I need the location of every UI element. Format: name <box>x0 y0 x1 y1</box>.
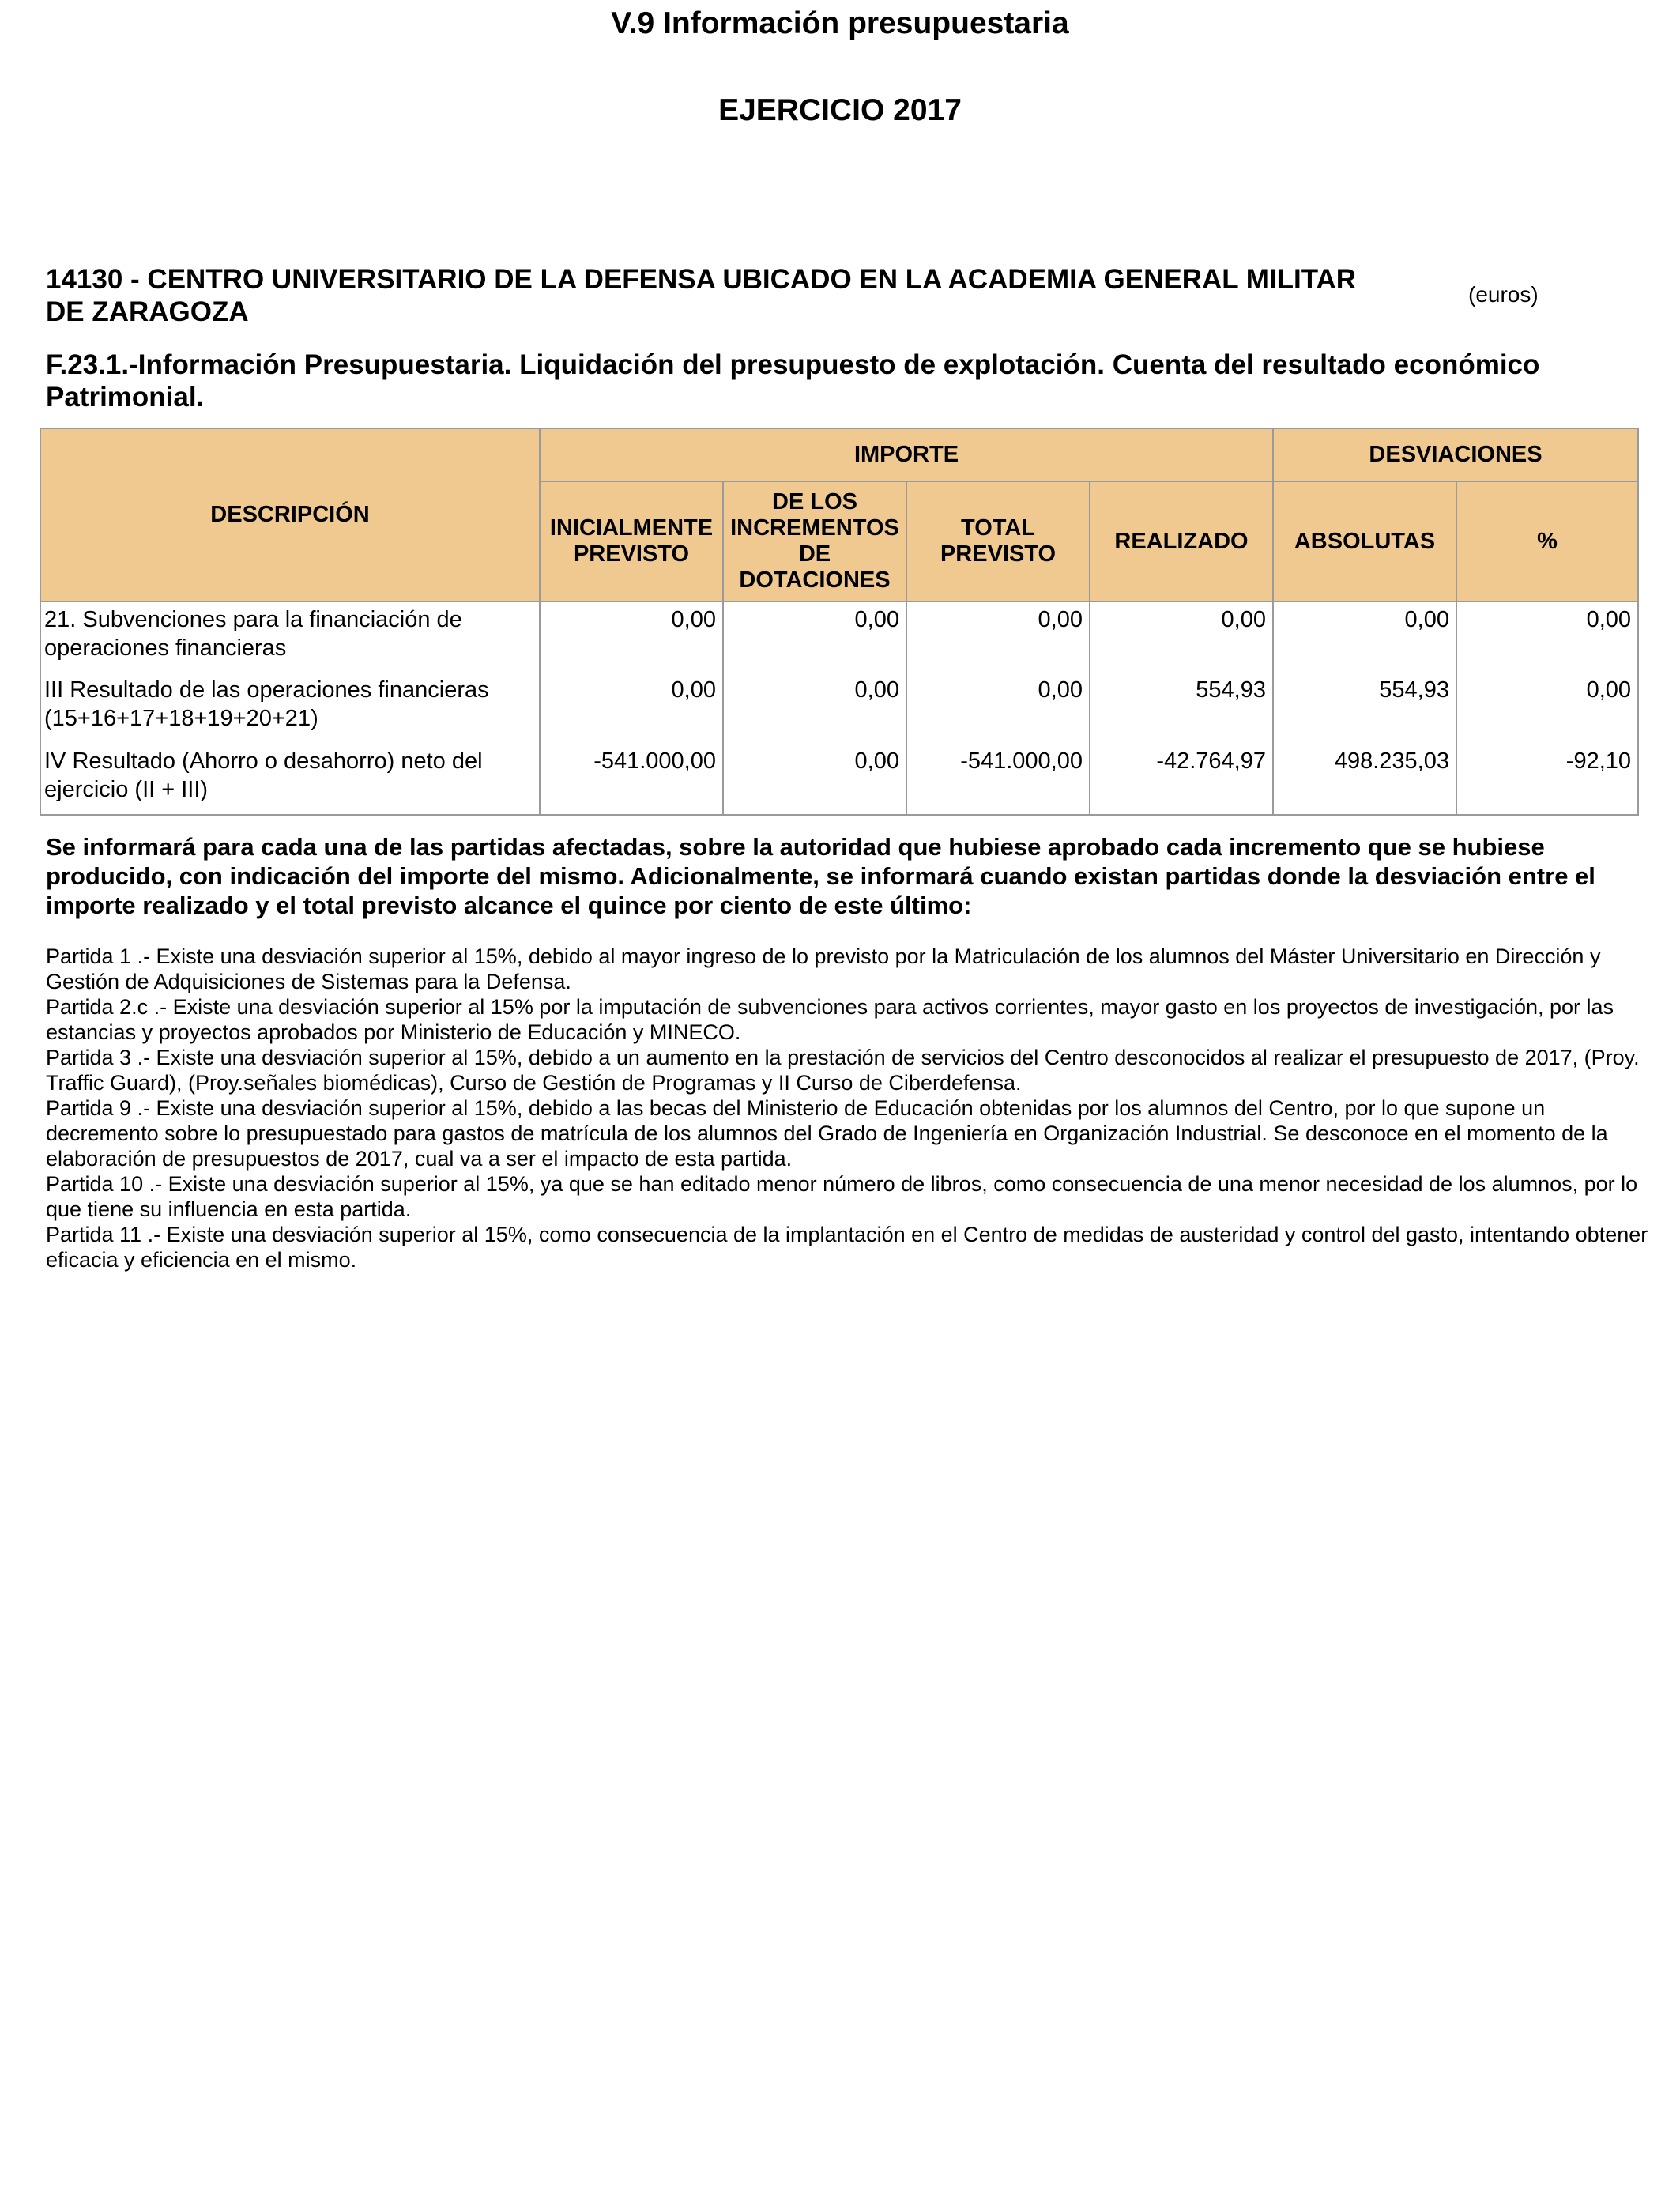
col-header-incrementos: DE LOS INCREMENTOS DE DOTACIONES <box>723 481 906 601</box>
cell-realizado: -42.764,97 <box>1090 744 1273 815</box>
cell-total-previsto: -541.000,00 <box>906 744 1090 815</box>
table-row <box>40 601 1638 673</box>
exercise-title: EJERCICIO 2017 <box>718 93 962 127</box>
group-header-desviaciones: DESVIACIONES <box>1273 428 1638 481</box>
cell-realizado: 0,00 <box>1090 601 1273 673</box>
group-header-importe: IMPORTE <box>540 428 1273 481</box>
table-row <box>40 673 1638 744</box>
note-item: Partida 11 .- Existe una desviación superior al 15%, como consecuencia de la implantación en el Centro de medidas de austeridad y control del gasto, intentando obtener eficacia y eficiencia en el mismo. <box>46 1223 1648 1272</box>
cell-inicialmente-previsto: -541.000,00 <box>540 744 723 815</box>
budget-table <box>40 428 1639 816</box>
report-title: F.23.1.-Información Presupuestaria. Liquidación del presupuesto de explotación. Cuenta del resultado económico Patrimonial. <box>46 349 1540 413</box>
cell-inicialmente-previsto: 0,00 <box>540 673 723 744</box>
cell-inicialmente-previsto: 0,00 <box>540 601 723 673</box>
note-item: Partida 1 .- Existe una desviación superior al 15%, debido al mayor ingreso de lo previsto por la Matriculación de los alumnos del Máster Universitario en Dirección y Gestión de Adquisiciones de Sistemas para la Defensa. <box>46 944 1601 993</box>
cell-incrementos: 0,00 <box>723 601 906 673</box>
page-title: V.9 Información presupuestaria <box>611 6 1069 40</box>
cell-porcentaje: -92,10 <box>1456 744 1638 815</box>
cell-porcentaje: 0,00 <box>1456 673 1638 744</box>
cell-porcentaje: 0,00 <box>1456 601 1638 673</box>
col-header-inicialmente-previsto: INICIALMENTE PREVISTO <box>540 481 723 601</box>
note-item: Partida 9 .- Existe una desviación superior al 15%, debido a las becas del Ministerio de Educación obtenidas por los alumnos del Centro, por lo que supone un decremento sobre lo presupuestado para gastos de matrícula de los alumnos del Grado de Ingeniería en Organización Industrial. Se desconoce en el momento de la elaboración de presupuestos de 2017, cual va a ser el impacto de esta partida. <box>46 1096 1608 1171</box>
cell-absolutas: 0,00 <box>1273 601 1456 673</box>
entity-name: 14130 - CENTRO UNIVERSITARIO DE LA DEFENSA UBICADO EN LA ACADEMIA GENERAL MILITAR DE ZARAGOZA <box>46 264 1357 327</box>
cell-absolutas: 498.235,03 <box>1273 744 1456 815</box>
row-description: III Resultado de las operaciones financieras (15+16+17+18+19+20+21) <box>40 673 540 744</box>
cell-total-previsto: 0,00 <box>906 601 1090 673</box>
cell-incrementos: 0,00 <box>723 744 906 815</box>
col-header-total-previsto: TOTAL PREVISTO <box>906 481 1090 601</box>
note-item: Partida 3 .- Existe una desviación superior al 15%, debido a un aumento en la prestación de servicios del Centro desconocidos al realizar el presupuesto de 2017, (Proy. Traffic Guard), (Proy.señales biomédicas), Curso de Gestión de Programas y II Curso de Ciberdefensa. <box>46 1046 1640 1095</box>
note-heading: Se informará para cada una de las partidas afectadas, sobre la autoridad que hubiese aprobado cada incremento que se hubiese producido, con indicación del importe del mismo. Adicionalmente, se informará cuando existan partidas donde la desviación entre el importe realizado y el total previsto alcance el quince por ciento de este último: <box>46 833 1595 919</box>
note-item: Partida 2.c .- Existe una desviación superior al 15% por la imputación de subvenciones para activos corrientes, mayor gasto en los proyectos de investigación, por las estancias y proyectos aprobados por Ministerio de Educación y MINECO. <box>46 995 1614 1044</box>
col-header-absolutas: ABSOLUTAS <box>1273 481 1456 601</box>
row-description: 21. Subvenciones para la financiación de operaciones financieras <box>40 601 540 673</box>
col-header-porcentaje: % <box>1456 481 1638 601</box>
notes-list <box>46 944 1650 1272</box>
cell-total-previsto: 0,00 <box>906 673 1090 744</box>
col-header-realizado: REALIZADO <box>1090 481 1273 601</box>
table-row <box>40 744 1638 815</box>
cell-incrementos: 0,00 <box>723 673 906 744</box>
units-label: (euros) <box>1468 282 1539 307</box>
cell-realizado: 554,93 <box>1090 673 1273 744</box>
note-item: Partida 10 .- Existe una desviación superior al 15%, ya que se han editado menor número de libros, como consecuencia de una menor necesidad de los alumnos, por lo que tiene su influencia en esta partida. <box>46 1172 1638 1221</box>
col-header-descripcion: DESCRIPCIÓN <box>40 428 540 601</box>
row-description: IV Resultado (Ahorro o desahorro) neto del ejercicio (II + III) <box>40 744 540 815</box>
cell-absolutas: 554,93 <box>1273 673 1456 744</box>
